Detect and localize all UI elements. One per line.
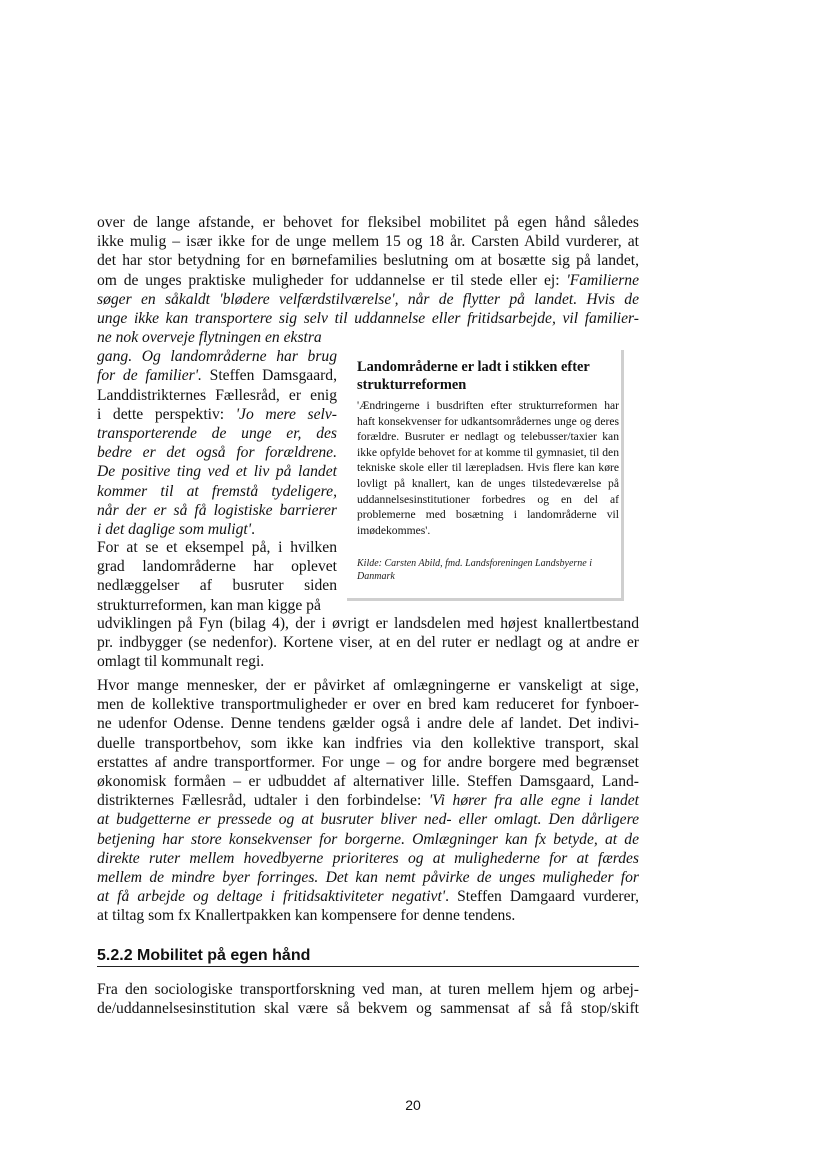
text-line: pr. indbygger (se nedenfor). Kortene viser, at en del ruter er nedlagt og at andre er xyxy=(97,634,639,652)
paragraph-2 xyxy=(97,614,639,672)
section-heading: 5.2.2 Mobilitet på egen hånd xyxy=(97,947,311,964)
text-line: økonomisk formåen – er udbuddet af alternativer lille. Steffen Damsgaard, Land- xyxy=(97,772,639,790)
text-line: udviklingen på Fyn (bilag 4), der i øvrigt er landsdelen med højest knallertbestand xyxy=(97,615,639,632)
text-line: om de unges praktiske muligheder for uddannelse er til stede eller ej: 'Familierne xyxy=(97,271,639,289)
text-line: at få arbejde og deltage i fritidsaktiviteter negativt'. Steffen Damgaard vurderer, xyxy=(97,888,639,906)
text-line: over de lange afstande, er behovet for fleksibel mobilitet på egen hånd således xyxy=(97,214,639,231)
sidebar-box xyxy=(347,350,624,601)
text-line: at budgetterne er pressede og at busruter bliver ned- eller omlagt. Den dårligere xyxy=(97,811,639,829)
paragraph-1-narrow xyxy=(97,328,337,539)
text-line: de/uddannelsesinstitution skal være så bekvem og sammensat af så få stop/skift xyxy=(97,1000,639,1018)
text-line: grad landområderne har oplevet xyxy=(97,558,337,576)
text-line: i det daglige som muligt'. xyxy=(97,520,255,538)
text-line: duelle transportbehov, som ikke kan indfries via den kollektive transport, skal xyxy=(97,734,639,752)
text-line: Fra den sociologiske transportforskning ved man, at turen mellem hjem og arbej- xyxy=(97,981,639,998)
text-line: omlagt til kommunalt regi. xyxy=(97,653,265,671)
section-paragraph xyxy=(97,980,639,1018)
text-line: strukturreformen, kan man kigge på xyxy=(97,596,321,614)
text-line: unge ikke kan transportere sig selv til uddannelse eller fritidsarbejde, vil familier- xyxy=(97,309,639,327)
text-line: De positive ting ved et liv på landet xyxy=(97,463,337,481)
text-line: direkte ruter mellem hovedbyerne prioriteres og at mulighederne for at færdes xyxy=(97,849,639,867)
page-number: 20 xyxy=(405,1097,421,1113)
text-line: det har stor betydning for en børnefamilies beslutning om at bosætte sig på landet, xyxy=(97,252,639,270)
text-line: mellem de mindre byer forringes. Det kan nemt påvirke de unges muligheder for xyxy=(97,868,639,886)
text-line: gang. Og landområderne har brug xyxy=(97,348,337,366)
text-line: kommer til at fremstå tydeligere, xyxy=(97,482,337,500)
paragraph-2-narrow xyxy=(97,538,337,615)
text-line: betjening har store konsekvenser for borgerne. Omlægninger kan fx betyde, at de xyxy=(97,830,639,848)
heading-rule xyxy=(97,966,639,967)
text-line: at tiltag som fx Knallertpakken kan kompensere for denne tendens. xyxy=(97,907,516,925)
paragraph-3 xyxy=(97,676,639,925)
text-line: Hvor mange mennesker, der er påvirket af omlægningerne er vanskeligt at sige, xyxy=(97,677,639,694)
text-line: bedre er det også for forældrene. xyxy=(97,444,337,462)
text-line: nedlæggelser af busruter siden xyxy=(97,577,337,595)
sidebar-title: Landområderne er ladt i stikken efter strukturreformen xyxy=(357,359,590,393)
text-line: ne udenfor Odense. Denne tendens gælder også i andre dele af landet. Det indivi- xyxy=(97,715,639,733)
text-line: men de kollektive transportmuligheder er over en bred kam reduceret for fynboer- xyxy=(97,696,639,714)
text-line: ne nok overveje flytningen en ekstra xyxy=(97,329,322,346)
text-line: ikke mulig – især ikke for de unge mellem 15 og 18 år. Carsten Abild vurderer, at xyxy=(97,233,639,251)
paragraph-1 xyxy=(97,213,639,328)
text-line: når der er så få logistiske barrierer xyxy=(97,501,337,519)
text-line: distrikternes Fællesråd, udtaler i den forbindelse: 'Vi hører fra alle egne i landet xyxy=(97,792,639,810)
text-line: transporterende de unge er, des xyxy=(97,424,337,442)
text-line: i dette perspektiv: 'Jo mere selv- xyxy=(97,405,337,423)
text-line: for de familier'. Steffen Damsgaard, xyxy=(97,367,337,385)
text-line: For at se et eksempel på, i hvilken xyxy=(97,539,337,556)
sidebar-body: 'Ændringerne i busdriften efter strukturreformen har haft konsekvenser for udkantsområdernes unge og deres forældre. Busruter er nedlagt og telebusser/taxier kan ikke opfylde behovet for at komme til gymnasiet, til den tekniske skole eller til lærepladsen. Hvis flere kan køre lovligt på knallert, kan de unges tilstedeværelse på uddannelsesinstitutioner forbedres og en del af problemerne med bosætning i landområderne vil imødekommes'. xyxy=(357,399,619,537)
sidebar-source: Kilde: Carsten Abild, fmd. Landsforeningen Landsbyerne i Danmark xyxy=(357,558,592,582)
text-line: søger en såkaldt 'blødere velfærdstilværelse', når de flytter på landet. Hvis de xyxy=(97,290,639,308)
text-line: erstattes af andre transportformer. For unge – og for andre borgere med begrænset xyxy=(97,753,639,771)
text-line: Landdistrikternes Fællesråd, er enig xyxy=(97,386,337,404)
